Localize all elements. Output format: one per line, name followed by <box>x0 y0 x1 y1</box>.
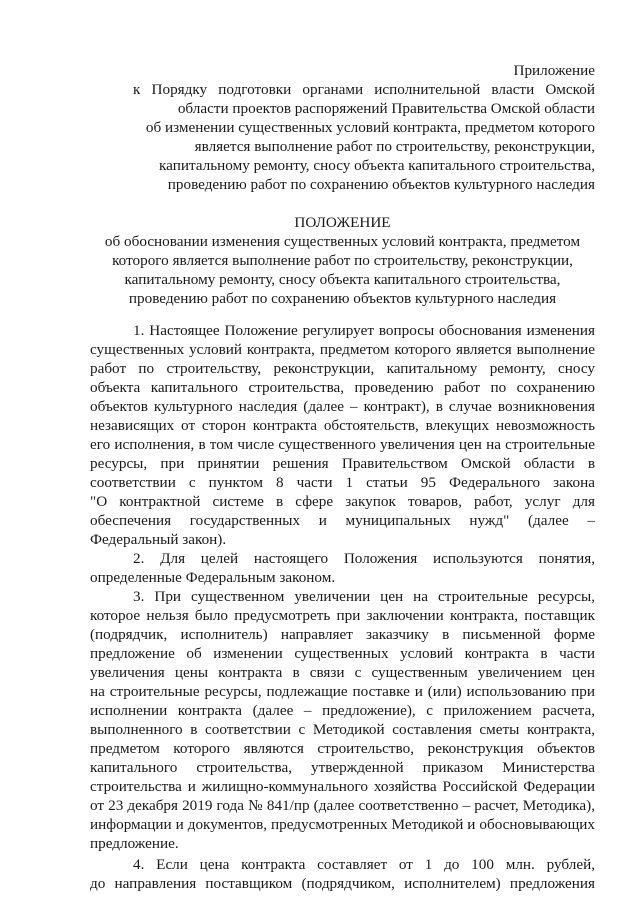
paragraph-1-line: объектов культурного наследия (далее – контракт), в случае возникновения <box>90 398 595 415</box>
paragraph-1-line: объекта капитального строительства, проведению работ по сохранению <box>90 379 595 396</box>
paragraph-3-line: от 23 декабря 2019 года № 841/пр (далее соответственно – расчет, Методика), <box>90 797 595 814</box>
paragraph-3-line: исполнении контракта (далее – предложение), с приложением расчета, <box>90 702 595 719</box>
paragraph-3-line: выполненного в соответствии с Методикой составления сметы контракта, <box>90 721 595 738</box>
paragraph-1-line: ресурсы, при принятии решения Правительством Омской области в <box>90 455 595 472</box>
appendix-label: Приложение <box>513 62 595 79</box>
appendix-line: капитальному ремонту, сносу объекта капитального строительства, <box>159 157 595 174</box>
appendix-line: об изменении существенных условий контракта, предметом которого <box>145 119 595 136</box>
document-subtitle-line: об обосновании изменения существенных условий контракта, предметом <box>104 233 581 250</box>
document-heading: ПОЛОЖЕНИЕ <box>294 214 391 231</box>
paragraph-2-line: определенные Федеральным законом. <box>90 569 336 586</box>
paragraph-1-line: его исполнения, в том числе существенного увеличения цен на строительные <box>90 436 595 453</box>
paragraph-4-line: 4. Если цена контракта составляет от 1 до 100 млн. рублей, <box>133 856 595 873</box>
paragraph-1-line: независящих от сторон контракта обстоятельств, влекущих невозможность <box>90 417 595 434</box>
paragraph-3-line: 3. При существенном увеличении цен на строительные ресурсы, <box>133 588 595 605</box>
document-subtitle-line: проведению работ по сохранению объектов культурного наследия <box>128 290 557 307</box>
document-subtitle-line: которого является выполнение работ по строительству, реконструкции, <box>112 252 573 269</box>
paragraph-3-line: информации и документов, предусмотренных Методикой и обосновывающих <box>90 816 595 833</box>
paragraph-3-line: увеличения цены контракта в связи с существенным увеличением цен <box>90 664 595 681</box>
paragraph-1-line: работ по строительству, реконструкции, капитальному ремонту, сносу <box>90 360 595 377</box>
paragraph-2-line: 2. Для целей настоящего Положения используются понятия, <box>133 550 595 567</box>
paragraph-3-line: предложение. <box>90 835 179 852</box>
paragraph-1-line: существенных условий контракта, предметом которого является выполнение <box>90 341 595 358</box>
paragraph-1-line: "О контрактной системе в сфере закупок товаров, работ, услуг для <box>90 493 595 510</box>
paragraph-3-line: которое нельзя было предусмотреть при заключении контракта, поставщик <box>90 607 595 624</box>
paragraph-4-line: до направления поставщиком (подрядчиком, исполнителем) предложения <box>90 875 595 892</box>
paragraph-1-line: обеспечения государственных и муниципальных нужд" (далее – <box>90 512 595 529</box>
paragraph-3-line: на строительные ресурсы, подлежащие поставке и (или) использованию при <box>90 683 595 700</box>
paragraph-3-line: (подрядчик, исполнитель) направляет заказчику в письменной форме <box>90 626 595 643</box>
appendix-line: к Порядку подготовки органами исполнительной власти Омской <box>133 81 595 98</box>
appendix-line: проведению работ по сохранению объектов культурного наследия <box>167 176 595 193</box>
appendix-line: является выполнение работ по строительству, реконструкции, <box>194 138 595 155</box>
paragraph-3-line: капитального строительства, утвержденной приказом Министерства <box>90 759 595 776</box>
paragraph-3-line: предметом которого являются строительство, реконструкция объектов <box>90 740 595 757</box>
paragraph-1-line: соответствии с пунктом 8 части 1 статьи 95 Федерального закона <box>90 474 595 491</box>
appendix-line: области проектов распоряжений Правительства Омской области <box>177 100 595 117</box>
document-subtitle-line: капитальному ремонту, сносу объекта капитального строительства, <box>124 271 561 288</box>
paragraph-1-line: 1. Настоящее Положение регулирует вопросы обоснования изменения <box>133 322 595 339</box>
paragraph-3-line: строительства и жилищно-коммунального хозяйства Российской Федерации <box>90 778 595 795</box>
paragraph-1-line: Федеральный закон). <box>90 531 227 548</box>
paragraph-3-line: предложение об изменении существенных условий контракта в части <box>90 645 595 662</box>
